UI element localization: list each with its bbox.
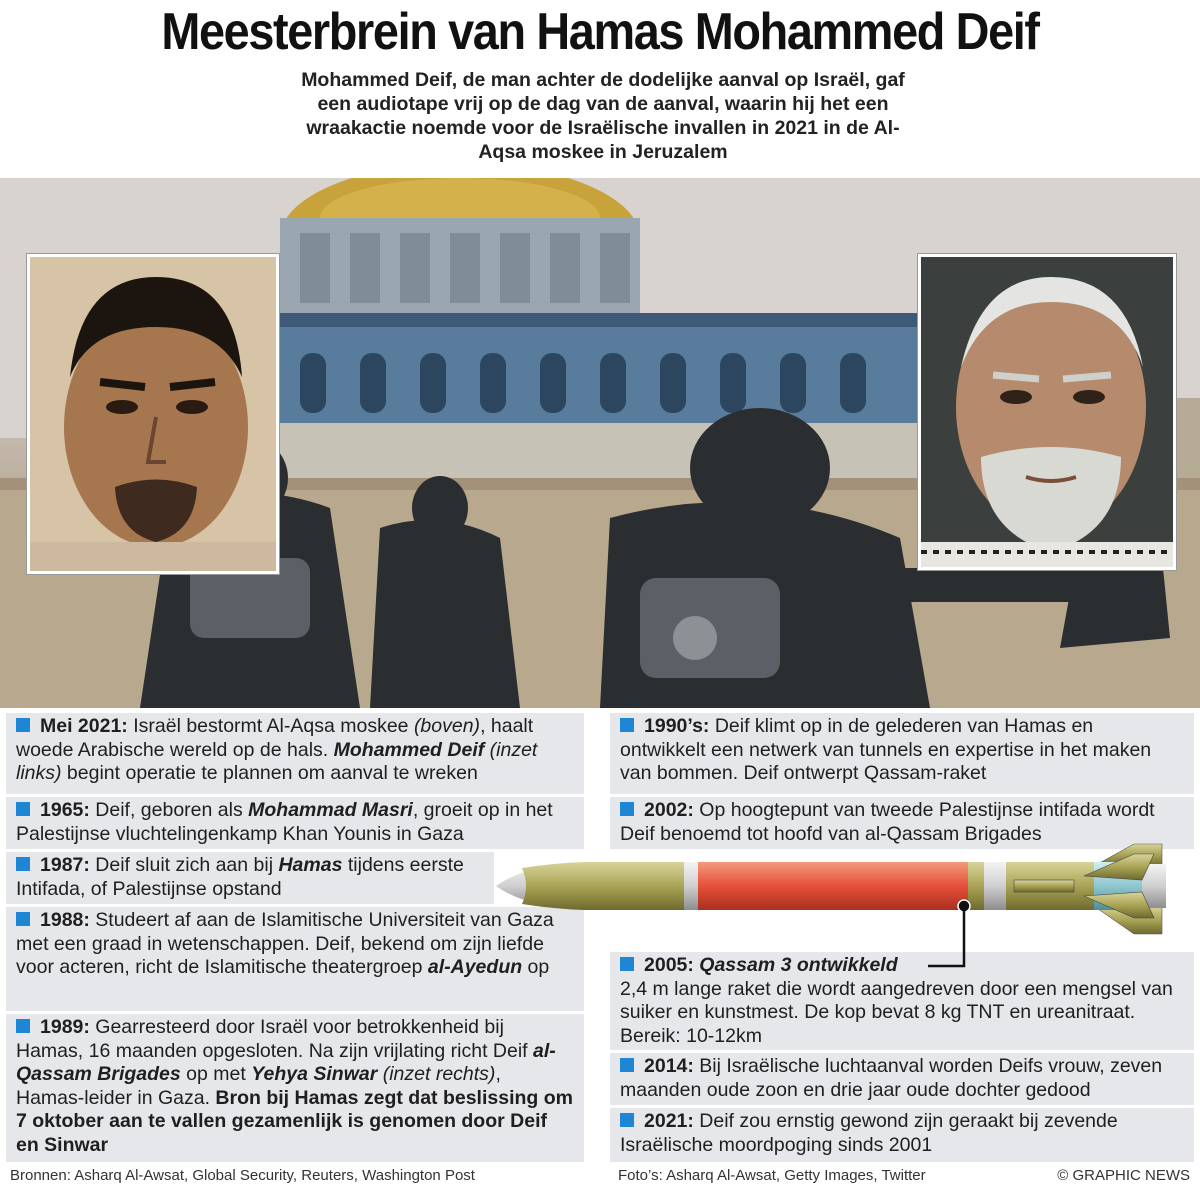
bullet-square-icon: [16, 857, 30, 871]
entry-year: 1987:: [40, 854, 90, 876]
photo-credit: Foto’s: Asharq Al-Awsat, Getty Images, Twitter: [618, 1167, 926, 1184]
timeline-entry-1988: 1988: Studeert af aan de Islamitische Universiteit van Gaza met een graad in wetenschappen. Deif, bekend om zijn liefde voor acteren, richt de Islamitische theatergroep al-Ayedun op: [6, 907, 584, 1011]
subtitle: Mohammed Deif, de man achter de dodelijke aanval op Israël, gaf een audiotape vrij op de dag van de aanval, waarin hij het een wraakactie noemde voor de Israëlische invallen in 2021 in de Al-Aqsa moskee in Jeruzalem: [301, 69, 905, 163]
entry-year: 1988:: [40, 909, 90, 931]
entry-year: Mei 2021:: [40, 715, 128, 737]
bullet-square-icon: [620, 718, 634, 732]
entry-year: 2014:: [644, 1055, 694, 1077]
timeline-entry-mei-2021: Mei 2021: Israël bestormt Al-Aqsa moskee (boven), haalt woede Arabische wereld op de hals. Mohammed Deif (inzet links) begint operatie te plannen om aanval te wreken: [6, 713, 584, 794]
bullet-square-icon: [620, 802, 634, 816]
timeline-entry-1987: 1987: Deif sluit zich aan bij Hamas tijdens eerste Intifada, of Palestijnse opstand: [6, 852, 494, 904]
leader-line: [900, 900, 980, 980]
bullet-square-icon: [16, 912, 30, 926]
entry-year: 1965:: [40, 799, 90, 821]
timeline-entry-2002: 2002: Op hoogtepunt van tweede Palestijnse intifada wordt Deif benoemd tot hoofd van al-Qassam Brigades: [610, 797, 1194, 849]
bullet-square-icon: [620, 1113, 634, 1127]
graphic-news-credit: © GRAPHIC NEWS: [1057, 1167, 1190, 1184]
entry-year: 1990’s:: [644, 715, 710, 737]
sinwar-portrait: [921, 257, 1176, 570]
timeline-entry-2021: 2021: Deif zou ernstig gewond zijn geraakt bij zevende Israëlische moordpoging sinds 2001: [610, 1108, 1194, 1162]
entry-year: 2021:: [644, 1110, 694, 1132]
sources-credit: Bronnen: Asharq Al-Awsat, Global Security, Reuters, Washington Post: [10, 1167, 475, 1184]
inset-photo-yehya-sinwar: [918, 254, 1176, 570]
bullet-square-icon: [16, 718, 30, 732]
qassam-rocket-illustration: [494, 836, 1174, 946]
entry-year: 2005:: [644, 954, 694, 976]
timeline-entry-1965: 1965: Deif, geboren als Mohammad Masri, groeit op in het Palestijnse vluchtelingenkamp Khan Younis in Gaza: [6, 797, 584, 849]
bullet-square-icon: [16, 1019, 30, 1033]
deif-portrait: [30, 257, 279, 574]
entry-year: 1989:: [40, 1016, 90, 1038]
bullet-square-icon: [620, 1058, 634, 1072]
timeline-entry-2014: 2014: Bij Israëlische luchtaanval worden Deifs vrouw, zeven maanden oude zoon en drie jaar oude dochter gedood: [610, 1053, 1194, 1105]
page-title: Meesterbrein van Hamas Mohammed Deif: [161, 3, 1039, 61]
timeline-entry-1989: 1989: Gearresteerd door Israël voor betrokkenheid bij Hamas, 16 maanden opgesloten. Na zijn vrijlating richt Deif al-Qassam Brigades op met Yehya Sinwar (inzet rechts), Hamas-leider in Gaza. Bron bij Hamas zegt dat beslissing om 7 oktober aan te vallen gezamenlijk is genomen door Deif en Sinwar: [6, 1014, 584, 1162]
main-photo: [0, 178, 1200, 708]
bullet-square-icon: [620, 957, 634, 971]
bullet-square-icon: [16, 802, 30, 816]
timeline-entry-1990s: 1990’s: Deif klimt op in de gelederen van Hamas en ontwikkelt een netwerk van tunnels en expertise in het maken van bommen. Deif ontwerpt Qassam-raket: [610, 713, 1194, 794]
entry-year: 2002:: [644, 799, 694, 821]
inset-photo-mohammed-deif: [27, 254, 279, 574]
timeline-entry-2005: 2005: Qassam 3 ontwikkeld 2,4 m lange raket die wordt aangedreven door een mengsel van suiker en kunstmest. De kop bevat 8 kg TNT en ureanitraat. Bereik: 10-12km: [610, 952, 1194, 1050]
